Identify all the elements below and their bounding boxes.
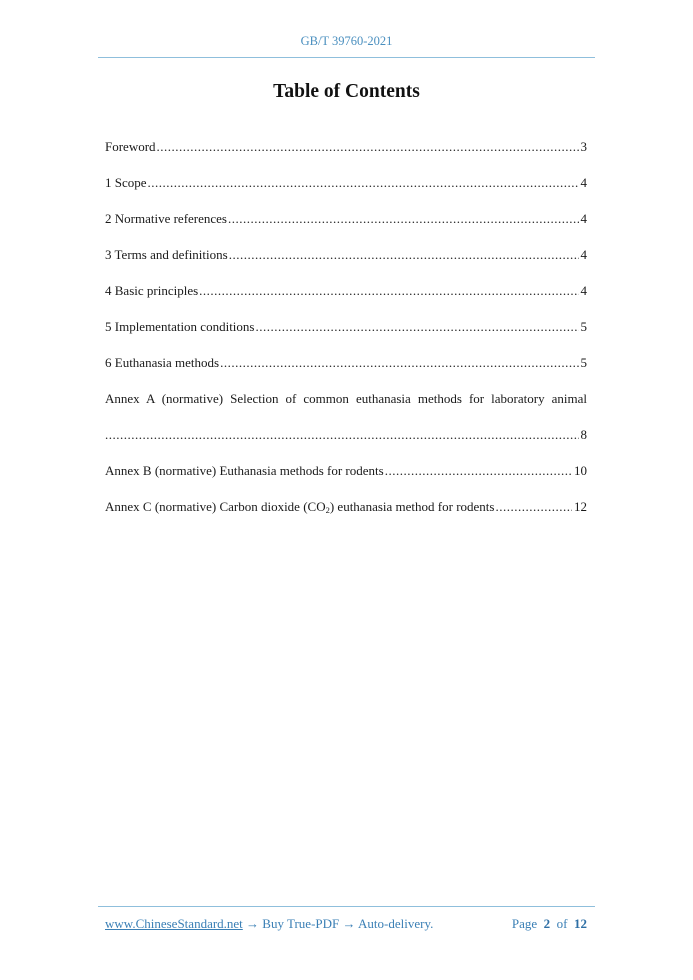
toc-entry-page: 4 xyxy=(580,175,587,190)
toc-entry-scope[interactable] xyxy=(105,174,587,210)
page-word: Page xyxy=(511,916,538,931)
toc-leader-dots xyxy=(199,282,578,300)
page-current: 2 xyxy=(543,916,551,931)
header-divider xyxy=(98,57,595,58)
toc-entry-label: Annex B (normative) Euthanasia methods for rodents xyxy=(105,463,384,478)
toc-leader-dots xyxy=(255,318,578,336)
arrow-right-icon: → xyxy=(342,916,356,931)
toc-entry-label: 4 Basic principles xyxy=(105,283,199,298)
buy-pdf-text: Buy True-PDF xyxy=(262,916,340,931)
toc-entry-page: 5 xyxy=(580,319,587,334)
footer-left xyxy=(105,916,433,932)
toc-entry-page: 3 xyxy=(580,139,587,154)
document-code-header: GB/T 39760-2021 xyxy=(300,34,393,48)
toc-entry-normative-references[interactable] xyxy=(105,210,587,246)
auto-delivery-text: Auto-delivery. xyxy=(358,916,434,931)
subscript-text: 2 xyxy=(325,505,330,515)
toc-entry-label: 5 Implementation conditions xyxy=(105,319,255,334)
toc-leader-dots xyxy=(148,174,579,192)
toc-entry-page: 8 xyxy=(580,427,587,442)
toc-entry-page: 10 xyxy=(574,463,587,478)
site-link[interactable]: www.ChineseStandard.net xyxy=(105,916,243,931)
footer-divider xyxy=(98,906,595,907)
toc-entry-basic-principles[interactable] xyxy=(105,282,587,318)
page-title: Table of Contents xyxy=(273,81,420,102)
arrow-right-icon: → xyxy=(246,916,260,931)
toc-leader-dots xyxy=(105,426,579,444)
toc-entry-page: 5 xyxy=(580,355,587,370)
toc-entry-annex-a[interactable] xyxy=(105,390,587,426)
toc-entry-page: 12 xyxy=(574,499,587,514)
toc-entry-label: 6 Euthanasia methods xyxy=(105,355,220,370)
of-word: of xyxy=(556,916,568,931)
toc-leader-dots xyxy=(220,354,578,372)
toc-entry-terms-definitions[interactable] xyxy=(105,246,587,282)
toc-label-text: ) euthanasia method for rodents xyxy=(329,499,495,514)
toc-leader-dots xyxy=(495,498,572,516)
toc-entry-euthanasia-methods[interactable] xyxy=(105,354,587,390)
toc-leader-dots xyxy=(157,138,579,156)
toc-leader-dots xyxy=(385,462,572,480)
toc-entry-page: 4 xyxy=(580,211,587,226)
page-indicator xyxy=(512,916,587,932)
toc-label-text: Annex C (normative) Carbon dioxide (CO xyxy=(105,499,326,514)
toc-entry-annex-a-continuation[interactable] xyxy=(105,426,587,462)
toc-entry-page: 4 xyxy=(580,283,587,298)
toc-entry-label: 2 Normative references xyxy=(105,211,227,226)
toc-entry-label: Annex A (normative) Selection of common euthanasia methods for laboratory animal xyxy=(105,391,587,406)
toc-entry-foreword[interactable] xyxy=(105,138,587,174)
table-of-contents xyxy=(105,138,587,534)
toc-entry-label xyxy=(105,498,494,517)
toc-entry-annex-b[interactable] xyxy=(105,462,587,498)
toc-entry-implementation-conditions[interactable] xyxy=(105,318,587,354)
page-total: 12 xyxy=(574,916,587,931)
toc-entry-annex-c[interactable] xyxy=(105,498,587,534)
page-footer xyxy=(105,916,587,932)
toc-entry-label: 1 Scope xyxy=(105,175,147,190)
toc-entry-page: 4 xyxy=(580,247,587,262)
toc-entry-label: Foreword xyxy=(105,139,156,154)
toc-leader-dots xyxy=(228,210,579,228)
toc-entry-label: 3 Terms and definitions xyxy=(105,247,228,262)
toc-leader-dots xyxy=(229,246,579,264)
